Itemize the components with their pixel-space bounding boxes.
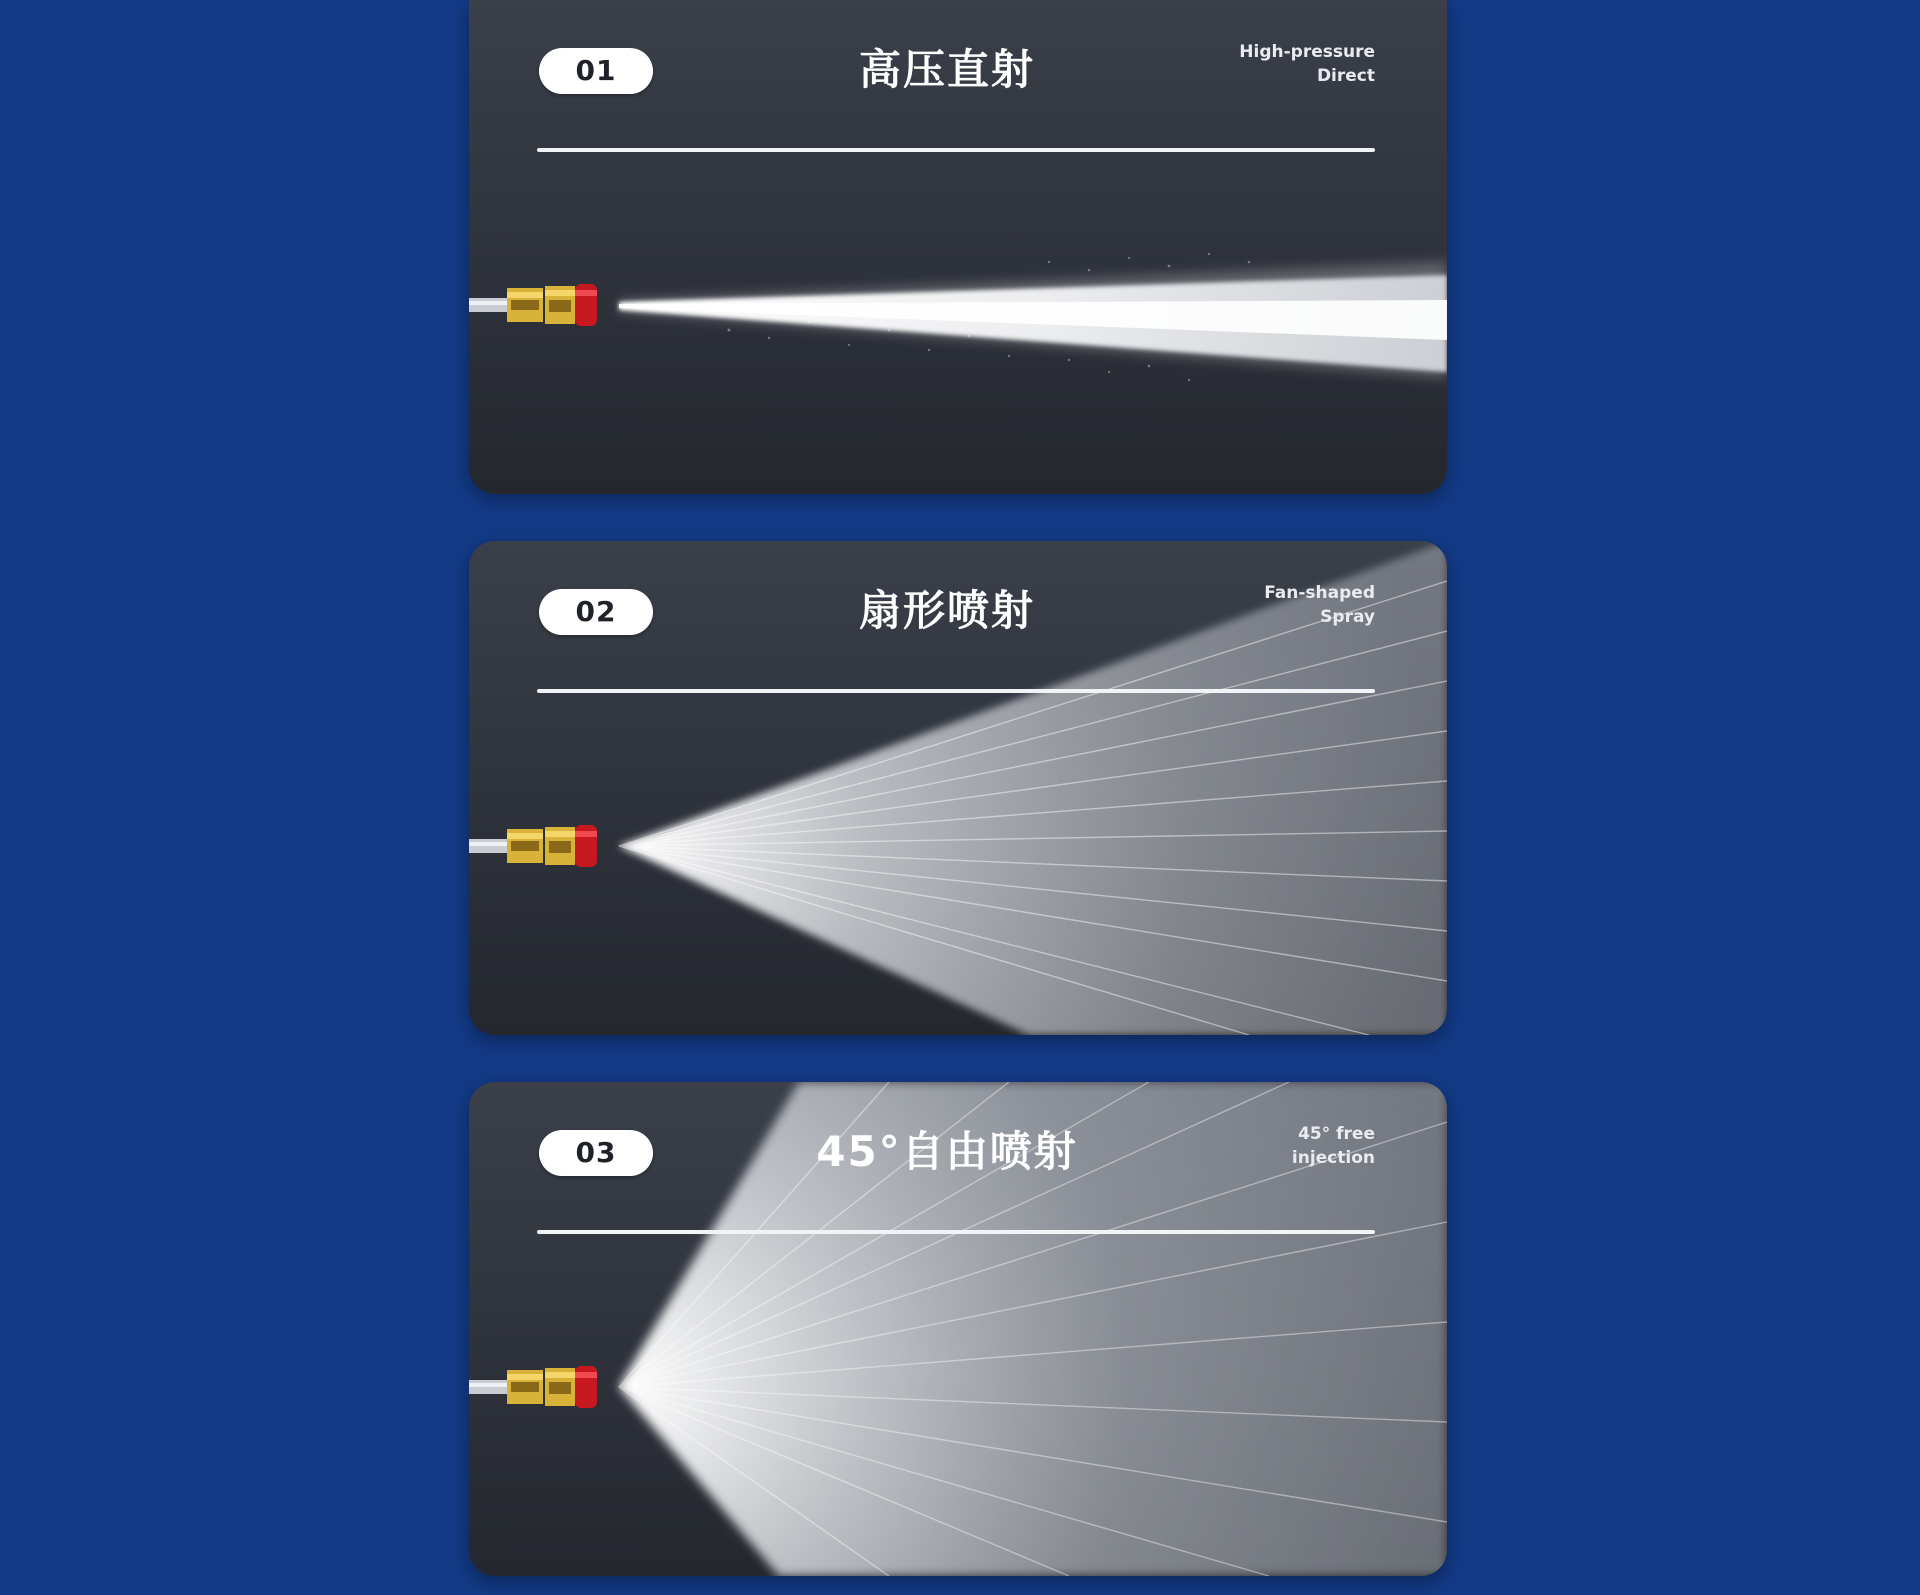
mode-subtitle: High-pressure Direct [1239,42,1375,86]
title-divider [537,148,1375,152]
title-divider [537,1230,1375,1234]
mode-number-badge: 03 [539,1130,653,1176]
nozzle-icon [469,1362,619,1412]
spray-mode-card-fan [469,541,1447,1035]
nozzle-icon [469,280,619,330]
mode-number-badge: 01 [539,48,653,94]
mode-title: 高压直射 [858,45,1035,94]
mode-title: 45°自由喷射 [816,1127,1078,1176]
mode-number-badge: 02 [539,589,653,635]
title-divider [537,689,1375,693]
spray-mode-card-wide [469,1082,1447,1576]
mode-title: 扇形喷射 [858,586,1035,635]
mode-subtitle: Fan-shaped Spray [1264,583,1375,627]
nozzle-icon [469,821,619,871]
spray-mode-card-direct [469,0,1447,494]
mode-subtitle: 45° free injection [1291,1124,1375,1168]
